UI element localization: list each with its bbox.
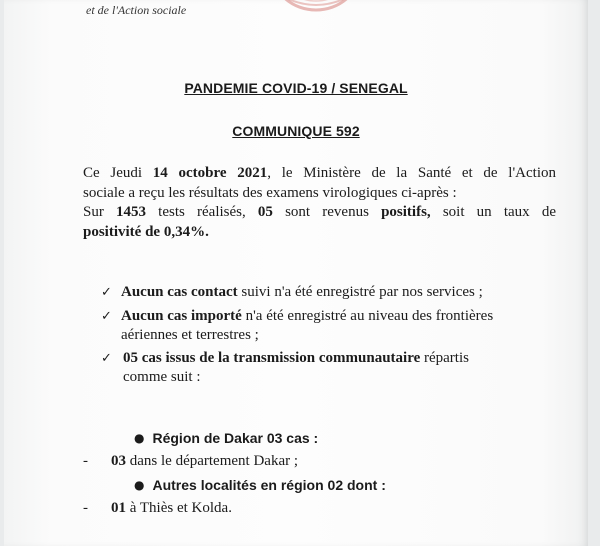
list-item-imported-cases: ✓ Aucun cas importé n'a été enregistré au niveau des frontières aériennes et terrestres ; (101, 307, 494, 343)
document-page (4, 0, 588, 546)
region-dakar-heading: ● Région de Dakar 03 cas : (134, 430, 319, 446)
checkmark-icon: ✓ (101, 350, 112, 366)
communique-number: COMMUNIQUE 592 (232, 123, 360, 139)
list-item-community-cases: ✓ 05 cas issus de la transmission communautaire répartis comme suit : (101, 349, 469, 385)
official-stamp (266, 0, 366, 20)
checkmark-icon: ✓ (101, 308, 112, 324)
intro-line-1: Ce Jeudi 14 octobre 2021, le Ministère de la Santé et de l'Action (83, 165, 556, 181)
intro-line-4: positivité de 0,34%. (83, 223, 209, 240)
region-other-detail: - 01 à Thiès et Kolda. (83, 500, 232, 516)
bullet-icon: ● (134, 431, 145, 445)
pandemic-title: PANDEMIE COVID-19 / SENEGAL (184, 80, 408, 96)
region-other-heading: ● Autres localités en région 02 dont : (134, 477, 386, 493)
checkmark-icon: ✓ (101, 285, 112, 300)
intro-line-3: Sur 1453 tests réalisés, 05 sont revenus positifs, soit un taux de (83, 204, 556, 220)
ministry-header-fragment: et de l'Action sociale (86, 3, 187, 17)
intro-paragraph (83, 164, 563, 242)
bullet-icon: ● (134, 478, 145, 492)
intro-line-2: sociale a reçu les résultats des examens virologiques ci-après : (83, 184, 457, 201)
region-dakar-detail: - 03 dans le département Dakar ; (83, 453, 299, 469)
case-breakdown-list (101, 283, 561, 388)
list-item-contact-cases: ✓ Aucun cas contact suivi n'a été enregistré par nos services ; (101, 283, 561, 303)
